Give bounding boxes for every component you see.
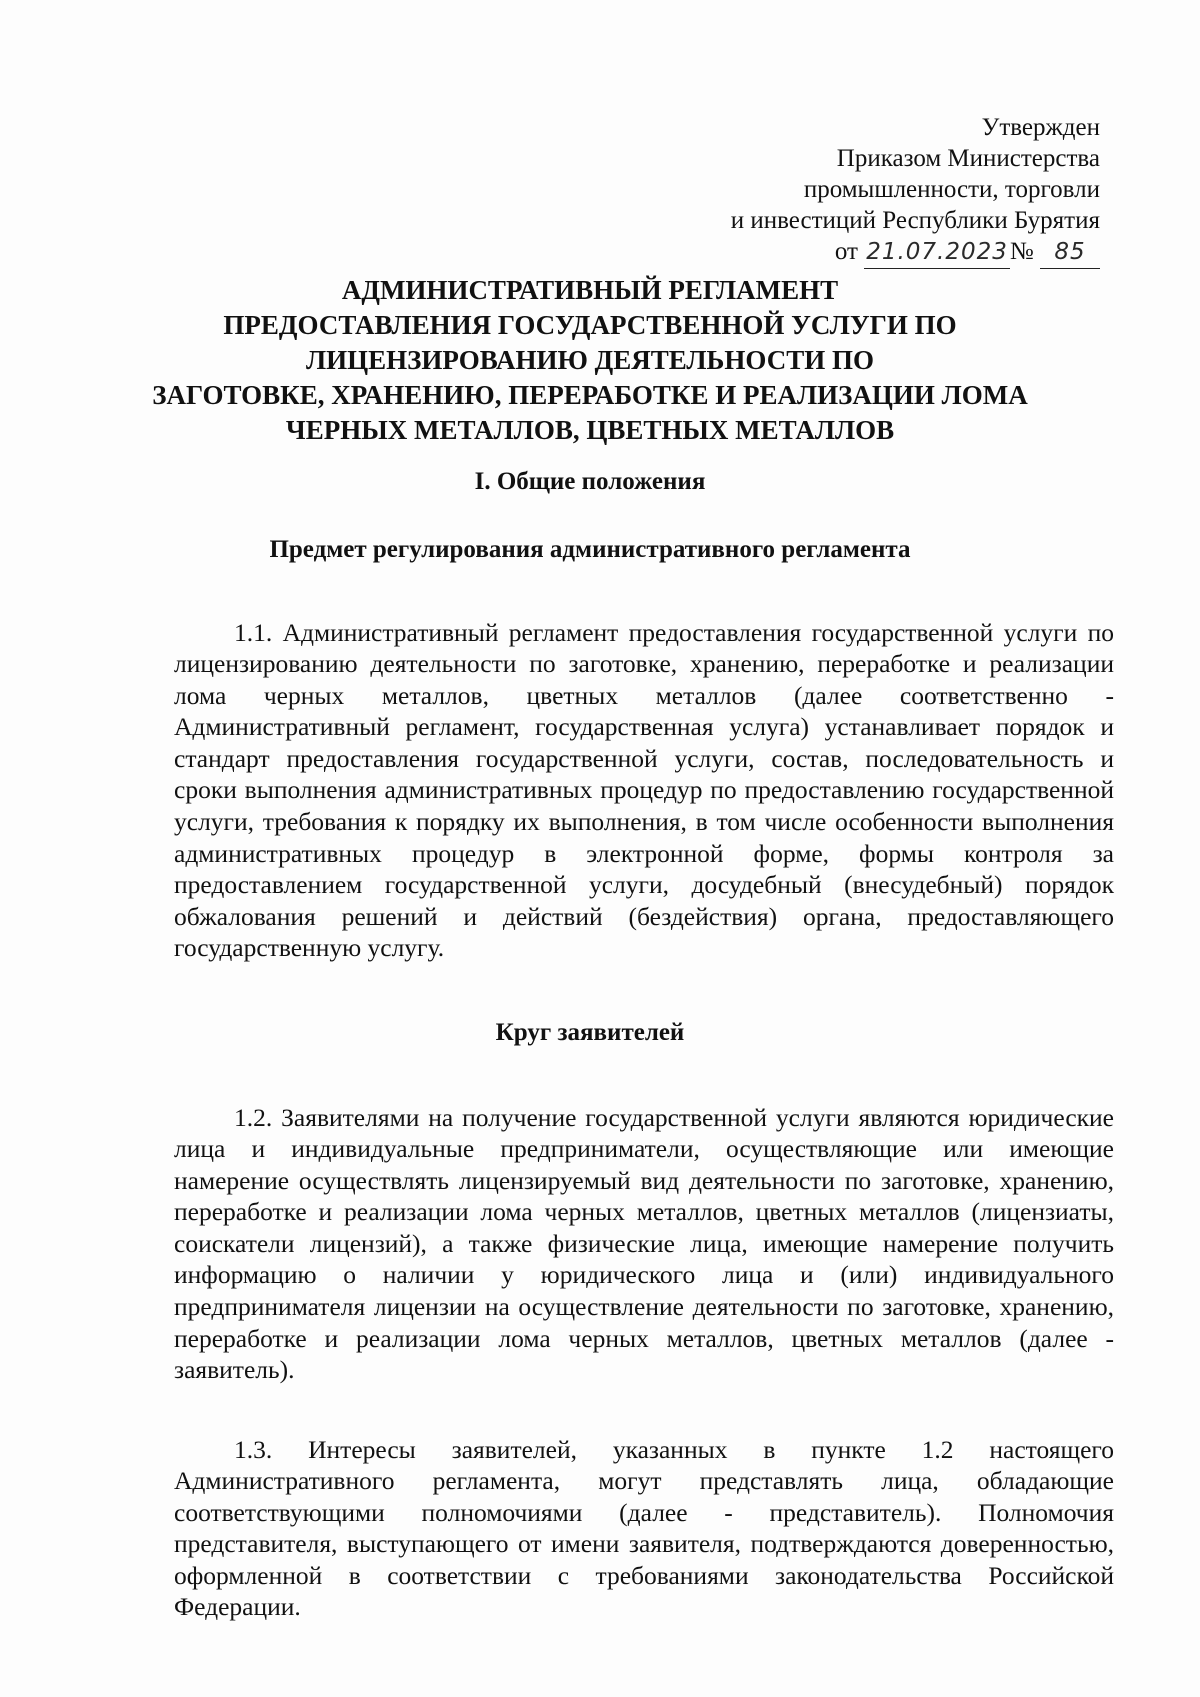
handwritten-date: 21.07.2023 — [864, 237, 1010, 269]
subsection-heading-regulation-subject: Предмет регулирования административного регламента — [269, 536, 911, 563]
approval-date-number-line — [731, 236, 1100, 269]
approval-line-republic: и инвестиций Республики Бурятия — [730, 207, 1100, 234]
approval-stamp-block — [731, 112, 1100, 269]
title-line-2: ПРЕДОСТАВЛЕНИЯ ГОСУДАРСТВЕННОЙ УСЛУГИ ПО — [223, 310, 957, 340]
handwritten-number: 85 — [1040, 237, 1100, 269]
title-line-4: ЗАГОТОВКЕ, ХРАНЕНИЮ, ПЕРЕРАБОТКЕ И РЕАЛИЗАЦИИ ЛОМА — [152, 380, 1028, 410]
approval-line-approved: Утвержден — [981, 114, 1100, 141]
title-line-3: ЛИЦЕНЗИРОВАНИЮ ДЕЯТЕЛЬНОСТИ ПО — [306, 345, 874, 375]
paragraph-1-2: 1.2. Заявителями на получение государственной услуги являются юридические лица и индивидуальные предприниматели, осуществляющие или имеющие намерение осуществлять лицензируемый вид деятельности по заготовке, хранению, переработке и реализации лома черных металлов, цветных металлов (лицензиаты, соискатели лицензий), а также физические лица, имеющие намерение получить информацию о наличии у юридического лица и (или) индивидуального предпринимателя лицензии на осуществление деятельности по заготовке, хранению, переработке и реализации лома черных металлов, цветных металлов (далее - заявитель). — [174, 1102, 1114, 1385]
title-line-5: ЧЕРНЫХ МЕТАЛЛОВ, ЦВЕТНЫХ МЕТАЛЛОВ — [285, 415, 895, 445]
paragraph-1-3: 1.3. Интересы заявителей, указанных в пункте 1.2 настоящего Административного регламента, могут представлять лица, обладающие соответствующими полномочиями (далее - представитель). Полномочия представителя, выступающего от имени заявителя, подтверждаются доверенностью, оформленной в соответствии с требованиями законодательства Российской Федерации. — [174, 1434, 1114, 1622]
date-prefix: от — [834, 238, 858, 265]
document-title — [140, 273, 1040, 448]
title-line-1: АДМИНИСТРАТИВНЫЙ РЕГЛАМЕНТ — [341, 275, 839, 305]
section-heading-general-provisions: I. Общие положения — [474, 468, 706, 495]
approval-line-order: Приказом Министерства — [836, 145, 1100, 172]
number-prefix: № — [1009, 238, 1034, 265]
approval-line-ministry: промышленности, торговли — [803, 176, 1100, 203]
paragraph-1-1: 1.1. Административный регламент предоставления государственной услуги по лицензированию деятельности по заготовке, хранению, переработке и реализации лома черных металлов, цветных металлов (далее соответственно - Административный регламент, государственная услуга) устанавливает порядок и стандарт предоставления государственной услуги, состав, последовательность и сроки выполнения административных процедур по предоставлению государственной услуги, требования к порядку их выполнения, в том числе особенности выполнения административных процедур в электронной форме, формы контроля за предоставлением государственной услуги, досудебный (внесудебный) порядок обжалования решений и действий (бездействия) органа, предоставляющего государственную услугу. — [174, 617, 1114, 963]
subsection-heading-applicants: Круг заявителей — [495, 1019, 685, 1046]
